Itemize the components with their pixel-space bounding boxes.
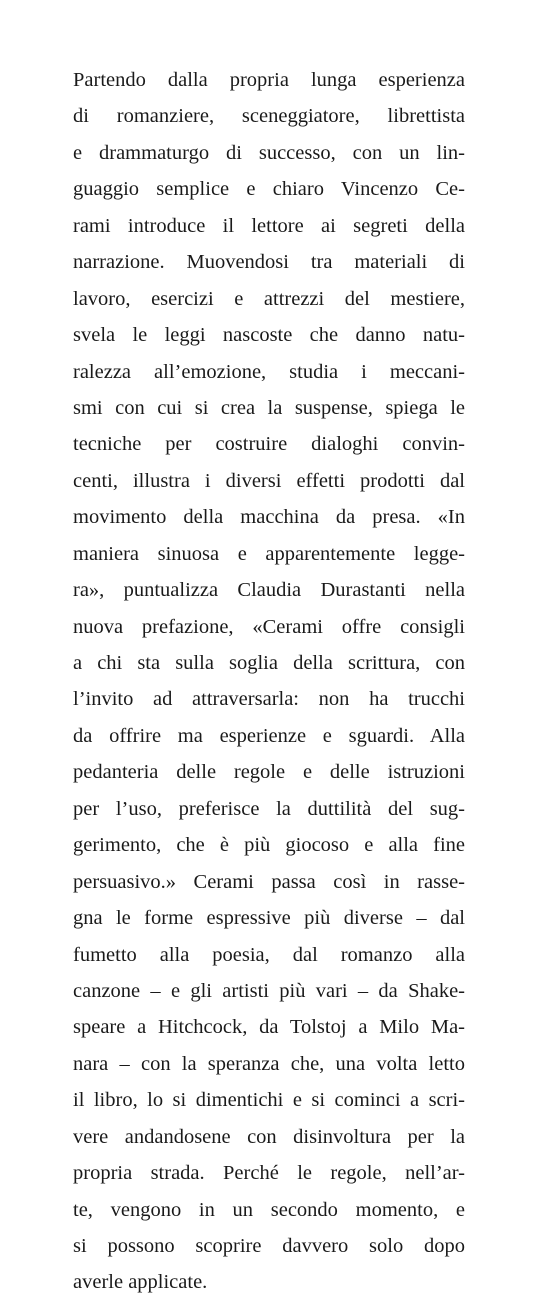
text-line: guaggio semplice e chiaro Vincenzo Ce- [73,178,465,201]
text-line: il libro, lo si dimentichi e si cominci a scri- [73,1089,465,1112]
text-line: svela le leggi nascoste che danno natu- [73,324,465,347]
text-line: movimento della macchina da presa. «In [73,506,465,529]
text-line: gerimento, che è più giocoso e alla fine [73,834,465,857]
text-line: te, vengono in un secondo momento, e [73,1198,465,1221]
text-line: l’invito ad attraversarla: non ha trucchi [73,688,465,711]
text-line: averle applicate. [73,1271,208,1294]
text-line: smi con cui si crea la suspense, spiega le [73,396,465,419]
text-line: per l’uso, preferisce la duttilità del sug- [73,797,465,820]
text-line: tecniche per costruire dialoghi convin- [73,433,465,456]
text-line: nuova prefazione, «Cerami offre consigli [73,615,465,638]
text-line: propria strada. Perché le regole, nell’ar- [73,1162,465,1185]
text-line: fumetto alla poesia, dal romanzo alla [73,943,465,966]
text-line: di romanziere, sceneggiatore, librettista [73,105,465,128]
text-line: nara – con la speranza che, una volta letto [73,1052,465,1075]
text-line: gna le forme espressive più diverse – dal [73,907,465,930]
text-line: maniera sinuosa e apparentemente legge- [73,542,465,565]
text-line: narrazione. Muovendosi tra materiali di [73,251,465,274]
text-line: a chi sta sulla soglia della scrittura, con [73,652,465,674]
text-line: vere andandosene con disinvoltura per la [73,1125,465,1148]
body-paragraph [73,62,465,1301]
text-line: si possono scoprire davvero solo dopo [73,1235,465,1257]
text-line: persuasivo.» Cerami passa così in rasse- [73,870,465,893]
text-line: canzone – e gli artisti più vari – da Shake- [73,979,465,1002]
text-line: Partendo dalla propria lunga esperienza [73,69,465,91]
text-line: ralezza all’emozione, studia i meccani- [73,360,465,383]
text-line: speare a Hitchcock, da Tolstoj a Milo Ma- [73,1016,465,1039]
text-line: ra», puntualizza Claudia Durastanti nella [73,579,465,602]
text-line: e drammaturgo di successo, con un lin- [73,141,465,164]
text-line: pedanteria delle regole e delle istruzioni [73,761,465,784]
text-line: lavoro, esercizi e attrezzi del mestiere, [73,287,465,310]
text-line: centi, illustra i diversi effetti prodotti dal [73,469,465,492]
text-line: da offrire ma esperienze e sguardi. Alla [73,724,465,747]
text-line: rami introduce il lettore ai segreti della [73,214,465,237]
